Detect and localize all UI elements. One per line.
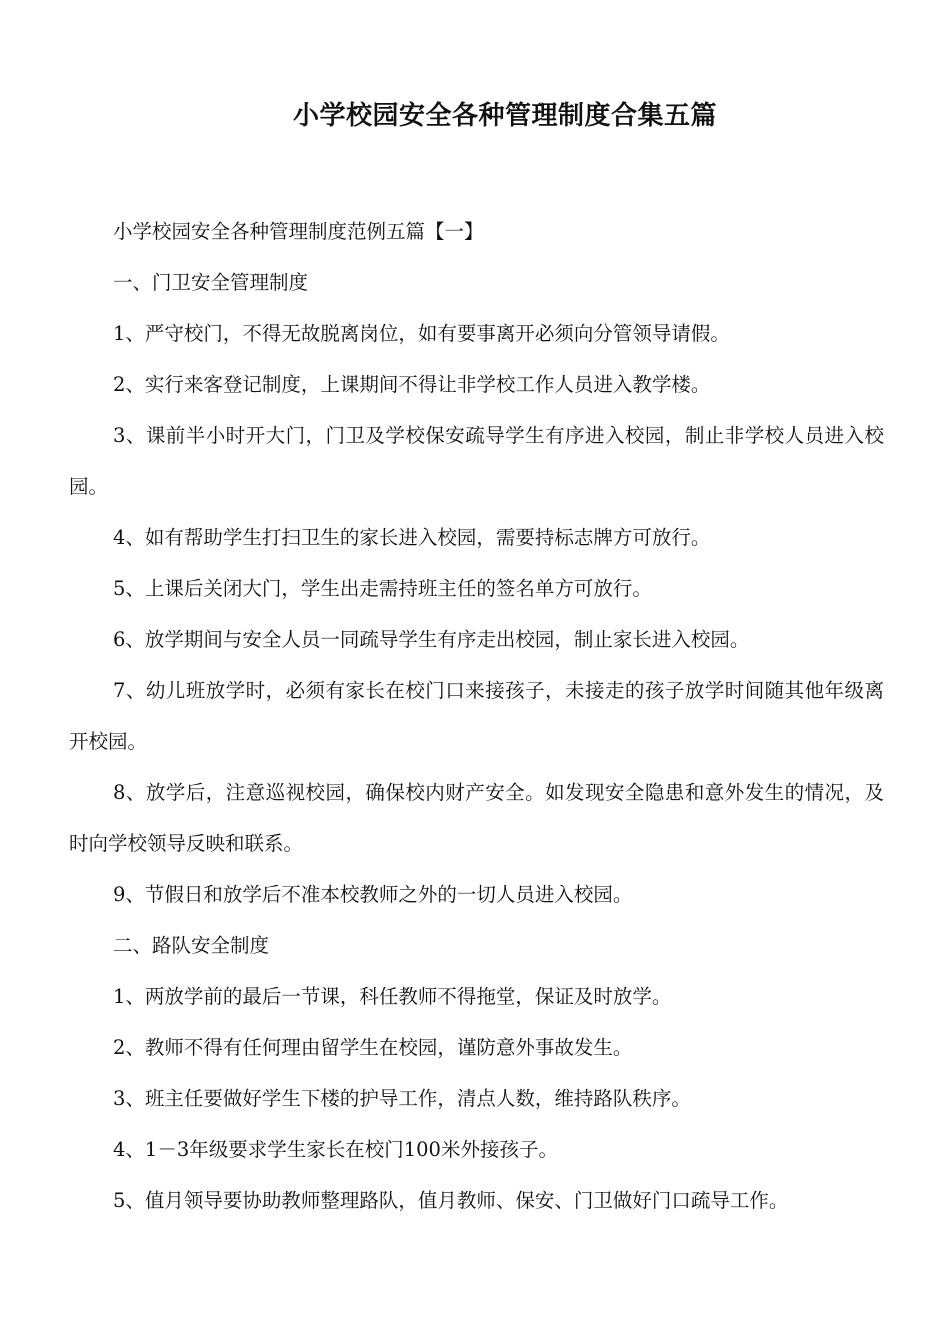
rule-item: 2、教师不得有任何理由留学生在校园，谨防意外事故发生。: [113, 1036, 633, 1059]
rule-item: 3、班主任要做好学生下楼的护导工作，清点人数，维持路队秩序。: [113, 1087, 691, 1110]
rule-item: 9、节假日和放学后不准本校教师之外的一切人员进入校园。: [113, 883, 633, 906]
rule-item: 3、课前半小时开大门，门卫及学校保安疏导学生有序进入校园，制止非学校人员进入校园。: [69, 424, 884, 498]
document-body: [69, 206, 884, 1226]
rule-item: 6、放学期间与安全人员一同疏导学生有序走出校园，制止家长进入校园。: [113, 628, 750, 651]
rule-item: 7、幼儿班放学时，必须有家长在校门口来接孩子，未接走的孩子放学时间随其他年级离开校园。: [69, 679, 884, 753]
rule-item: 4、1－3年级要求学生家长在校门100米外接孩子。: [113, 1138, 558, 1161]
rule-item: 1、两放学前的最后一节课，科任教师不得拖堂，保证及时放学。: [113, 985, 672, 1008]
document-title: 小学校园安全各种管理制度合集五篇: [292, 101, 717, 131]
section-heading-example-one: 小学校园安全各种管理制度范例五篇【一】: [113, 220, 484, 243]
rule-item: 2、实行来客登记制度，上课期间不得让非学校工作人员进入教学楼。: [113, 373, 711, 396]
rule-item: 4、如有帮助学生打扫卫生的家长进入校园，需要持标志牌方可放行。: [113, 526, 711, 549]
rule-item: 5、上课后关闭大门，学生出走需持班主任的签名单方可放行。: [113, 577, 652, 600]
rule-item: 5、值月领导要协助教师整理路队，值月教师、保安、门卫做好门口疏导工作。: [113, 1189, 789, 1212]
rule-item: 8、放学后，注意巡视校园，确保校内财产安全。如发现安全隐患和意外发生的情况，及时向学校领导反映和联系。: [69, 781, 884, 855]
section-heading-queue-safety: 二、路队安全制度: [113, 934, 270, 957]
rule-item: 1、严守校门，不得无故脱离岗位，如有要事离开必须向分管领导请假。: [113, 322, 730, 345]
section-heading-gate-security: 一、门卫安全管理制度: [113, 271, 309, 294]
